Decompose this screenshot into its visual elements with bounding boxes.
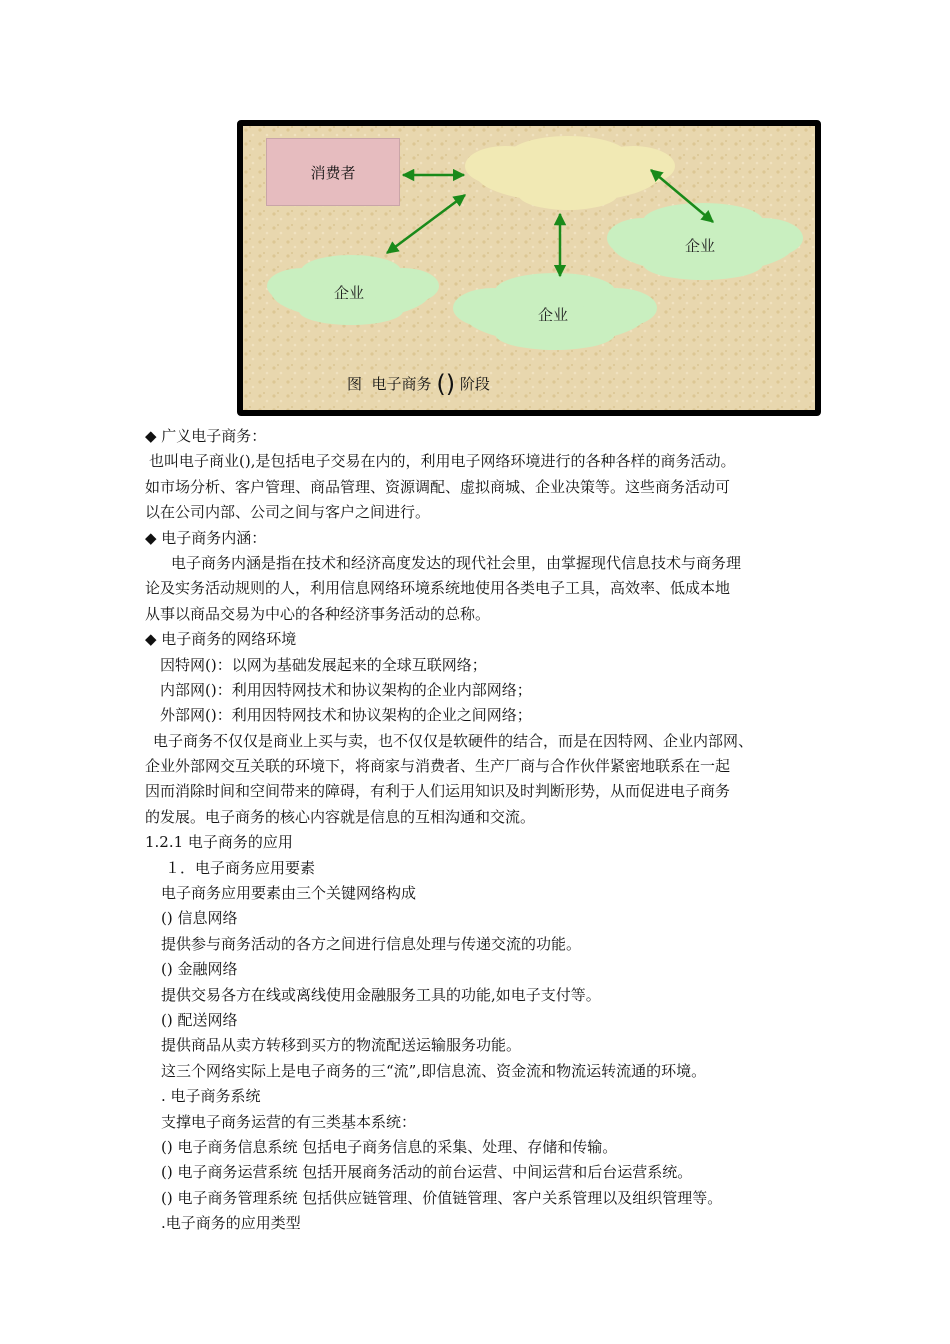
- text-line: 以在公司内部、公司之间与客户之间进行。: [145, 503, 431, 522]
- consumer-box: [266, 138, 400, 206]
- text-line: 提供交易各方在线或离线使用金融服务工具的功能,如电子支付等。: [161, 985, 601, 1004]
- text-line: () 电子商务信息系统 包括电子商务信息的采集、处理、存储和传输。: [161, 1137, 618, 1156]
- text-line: 电子商务不仅仅是商业上买与卖，也不仅仅是软硬件的结合，而是在因特网、企业内部网、: [153, 731, 754, 750]
- text-line: ◆ 电子商务内涵：: [145, 528, 267, 547]
- caption-paren: (): [436, 370, 456, 398]
- text-line: () 配送网络: [161, 1010, 238, 1029]
- text-line: 电子商务应用要素由三个关键网络构成: [161, 884, 417, 903]
- text-line: ◆ 电子商务的网络环境: [145, 630, 297, 649]
- cloud-right-label: 企业: [685, 237, 716, 255]
- caption-prefix: 图 电子商务: [347, 375, 432, 393]
- ecommerce-stage-diagram: [237, 120, 821, 416]
- text-line: 论及实务活动规则的人，利用信息网络环境系统地使用各类电子工具，高效率、低成本地: [145, 579, 731, 598]
- text-line: () 电子商务管理系统 包括供应链管理、价值链管理、客户关系管理以及组织管理等。: [161, 1188, 723, 1207]
- text-line: 因而消除时间和空间带来的障碍，有利于人们运用知识及时判断形势，从而促进电子商务: [145, 782, 731, 801]
- text-line: １．电子商务应用要素: [165, 858, 316, 877]
- cloud-left-label: 企业: [334, 284, 365, 302]
- text-line: 如市场分析、客户管理、商品管理、资源调配、虚拟商城、企业决策等。这些商务活动可: [145, 477, 731, 496]
- text-line: 也叫电子商业(),是包括电子交易在内的，利用电子网络环境进行的各种各样的商务活动。: [149, 452, 736, 471]
- text-line: 1.2.1 电子商务的应用: [145, 833, 293, 852]
- text-line: 因特网()：以网为基础发展起来的全球互联网络；: [160, 655, 487, 674]
- text-line: 这三个网络实际上是电子商务的三“流”,即信息流、资金流和物流运转流通的环境。: [161, 1061, 707, 1080]
- cloud-bottom-label: 企业: [538, 306, 569, 324]
- caption-suffix: 阶段: [459, 375, 490, 393]
- text-line: 内部网()：利用因特网技术和协议架构的企业内部网络；: [160, 680, 532, 699]
- text-line: () 信息网络: [161, 909, 238, 928]
- text-line: 从事以商品交易为中心的各种经济事务活动的总称。: [145, 604, 491, 623]
- text-line: .电子商务的应用类型: [161, 1214, 301, 1233]
- text-line: 外部网()：利用因特网技术和协议架构的企业之间网络；: [160, 706, 532, 725]
- text-line: 支撑电子商务运营的有三类基本系统：: [161, 1112, 417, 1131]
- text-line: ◆ 广义电子商务：: [145, 427, 267, 445]
- text-line: 电子商务内涵是指在技术和经济高度发达的现代社会里，由掌握现代信息技术与商务理: [171, 553, 742, 572]
- text-line: 提供参与商务活动的各方之间进行信息处理与传递交流的功能。: [161, 934, 582, 953]
- figure-caption: [347, 370, 490, 398]
- text-line: 的发展。电子商务的核心内容就是信息的互相沟通和交流。: [145, 807, 536, 826]
- text-line: 提供商品从卖方转移到买方的物流配送运输服务功能。: [161, 1036, 522, 1055]
- document-body: [145, 424, 825, 1237]
- text-line: () 电子商务运营系统 包括开展商务活动的前台运营、中间运营和后台运营系统。: [161, 1163, 693, 1182]
- text-line: . 电子商务系统: [161, 1087, 261, 1106]
- text-line: 企业外部网交互关联的环境下，将商家与消费者、生产厂商与合作伙伴紧密地联系在一起: [145, 757, 731, 776]
- consumer-label: 消费者: [310, 163, 356, 182]
- text-line: () 金融网络: [161, 960, 238, 979]
